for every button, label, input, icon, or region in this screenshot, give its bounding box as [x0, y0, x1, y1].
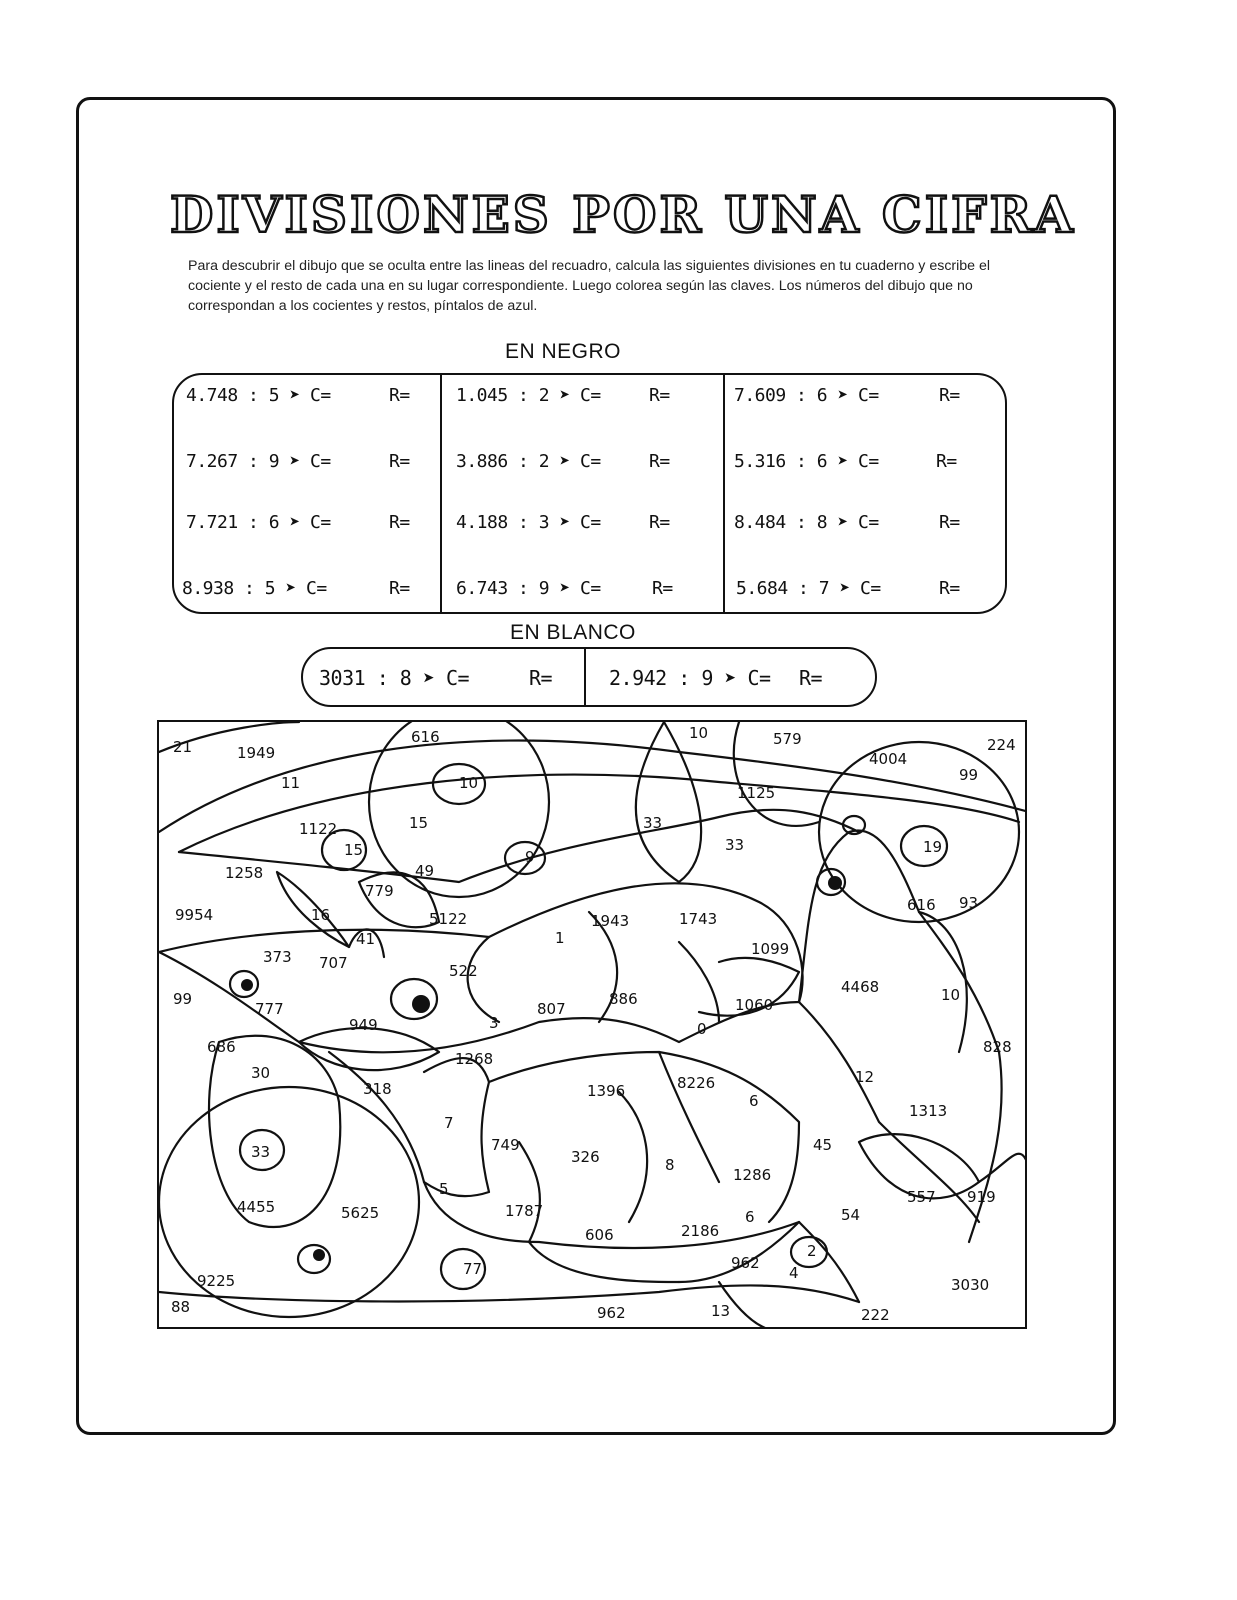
division-problem: 3.886 : 2 ➤ C= R= [456, 451, 670, 472]
puzzle-number: 949 [349, 1016, 378, 1034]
puzzle-number: 886 [609, 990, 638, 1008]
en-negro-heading: EN NEGRO [505, 340, 622, 363]
puzzle-number: 522 [449, 962, 478, 980]
puzzle-number: 33 [643, 814, 663, 832]
puzzle-number: 1943 [591, 912, 630, 930]
puzzle-number: 579 [773, 730, 802, 748]
hidden-picture-puzzle [157, 720, 1027, 1329]
pupil [241, 979, 253, 991]
puzzle-number: 224 [987, 736, 1016, 754]
puzzle-number: 16 [311, 906, 331, 924]
division-problem: 4.748 : 5 ➤ C= R= [186, 385, 410, 406]
division-problem: 4.188 : 3 ➤ C= R= [456, 512, 670, 533]
puzzle-number: 1125 [737, 784, 776, 802]
puzzle-number: 15 [409, 814, 429, 832]
puzzle-number: 4004 [869, 750, 908, 768]
puzzle-number: 749 [491, 1136, 520, 1154]
pupil [313, 1249, 325, 1261]
puzzle-number: 807 [537, 1000, 566, 1018]
column-divider [440, 375, 442, 612]
outline [159, 883, 803, 1002]
puzzle-number: 222 [861, 1306, 890, 1324]
puzzle-number: 1743 [679, 910, 718, 928]
puzzle-number: 1258 [225, 864, 264, 882]
puzzle-number: 41 [356, 930, 376, 948]
puzzle-number: 45 [813, 1136, 833, 1154]
column-divider [723, 375, 725, 612]
page-title: DIVISIONES POR UNA CIFRA [170, 185, 1076, 244]
division-problem: 8.938 : 5 ➤ C= R= [182, 578, 410, 599]
puzzle-number: 962 [597, 1304, 626, 1322]
puzzle-number: 8 [665, 1156, 675, 1174]
puzzle-number: 1787 [505, 1202, 544, 1220]
puzzle-number: 1268 [455, 1050, 494, 1068]
puzzle-number: 373 [263, 948, 292, 966]
puzzle-number: 15 [344, 841, 364, 859]
puzzle-number: 616 [907, 896, 936, 914]
puzzle-number: 7 [444, 1114, 454, 1132]
puzzle-number: 1396 [587, 1082, 626, 1100]
puzzle-number: 557 [907, 1188, 936, 1206]
outline [799, 1002, 979, 1222]
puzzle-number: 919 [967, 1188, 996, 1206]
puzzle-number: 10 [941, 986, 961, 1004]
puzzle-number: 779 [365, 882, 394, 900]
en-blanco-box [301, 647, 877, 707]
division-problem: 7.609 : 6 ➤ C= R= [734, 385, 960, 406]
puzzle-number: 93 [959, 894, 979, 912]
outline [159, 1285, 859, 1302]
puzzle-number: 1286 [733, 1166, 772, 1184]
outline [619, 1092, 647, 1222]
puzzle-number: 54 [841, 1206, 861, 1224]
puzzle-number: 5122 [429, 910, 468, 928]
puzzle-number: 777 [255, 1000, 284, 1018]
puzzle-number: 1122 [299, 820, 338, 838]
puzzle-number: 4468 [841, 978, 880, 996]
puzzle-number: 9 [525, 848, 535, 866]
division-problem: 5.684 : 7 ➤ C= R= [736, 578, 960, 599]
puzzle-number: 5 [439, 1180, 449, 1198]
puzzle-number: 962 [731, 1254, 760, 1272]
puzzle-number: 12 [855, 1068, 875, 1086]
puzzle-number: 77 [463, 1260, 483, 1278]
puzzle-number: 2 [807, 1242, 817, 1260]
division-problem: 2.942 : 9 ➤ C= R= [609, 666, 823, 690]
puzzle-number: 6 [749, 1092, 759, 1110]
puzzle-number: 616 [411, 728, 440, 746]
puzzle-number: 11 [281, 774, 301, 792]
puzzle-number: 49 [415, 862, 435, 880]
pupil [412, 995, 430, 1013]
puzzle-number: 9954 [175, 906, 214, 924]
outline [298, 1245, 330, 1273]
puzzle-number: 1099 [751, 940, 790, 958]
puzzle-number: 33 [725, 836, 745, 854]
column-divider [584, 649, 586, 705]
puzzle-number: 6 [745, 1208, 755, 1226]
outline [424, 1058, 489, 1196]
puzzle-number: 1313 [909, 1102, 948, 1120]
puzzle-number: 21 [173, 738, 193, 756]
puzzle-number-labels [171, 724, 1016, 1324]
division-problem: 7.267 : 9 ➤ C= R= [186, 451, 410, 472]
puzzle-number: 606 [585, 1226, 614, 1244]
outline [329, 1052, 799, 1248]
puzzle-number: 88 [171, 1298, 191, 1316]
puzzle-number: 99 [173, 990, 193, 1008]
puzzle-number: 1949 [237, 744, 276, 762]
puzzle-number: 318 [363, 1080, 392, 1098]
puzzle-number: 8226 [677, 1074, 716, 1092]
division-problem: 1.045 : 2 ➤ C= R= [456, 385, 670, 406]
division-problem: 5.316 : 6 ➤ C= R= [734, 451, 957, 472]
puzzle-number: 1060 [735, 996, 774, 1014]
pupil [828, 876, 842, 890]
division-problem: 3031 : 8 ➤ C= R= [319, 666, 553, 690]
puzzle-number: 0 [697, 1020, 707, 1038]
puzzle-number: 99 [959, 766, 979, 784]
puzzle-number: 2186 [681, 1222, 720, 1240]
division-problem: 8.484 : 8 ➤ C= R= [734, 512, 960, 533]
puzzle-number: 4 [789, 1264, 799, 1282]
puzzle-number: 10 [689, 724, 709, 742]
puzzle-number: 686 [207, 1038, 236, 1056]
puzzle-number: 828 [983, 1038, 1012, 1056]
puzzle-number: 10 [459, 774, 479, 792]
puzzle-number: 5625 [341, 1204, 380, 1222]
en-negro-box [172, 373, 1007, 614]
outline [799, 830, 999, 1052]
outline [979, 1154, 1027, 1182]
instructions-text: Para descubrir el dibujo que se oculta entre las lineas del recuadro, calcula las siguientes divisiones en tu cuaderno y escribe el cociente y el resto de cada una en su lugar correspondiente. Luego colorea según las claves. Los números del dibujo que no correspondan a los cocientes y restos, píntalos de azul. [188, 258, 991, 314]
puzzle-number: 1 [555, 929, 565, 947]
puzzle-number: 3 [489, 1014, 499, 1032]
division-problem: 7.721 : 6 ➤ C= R= [186, 512, 410, 533]
puzzle-number: 30 [251, 1064, 271, 1082]
puzzle-number: 19 [923, 838, 943, 856]
puzzle-number: 326 [571, 1148, 600, 1166]
puzzle-drawing [159, 722, 1027, 1329]
outline [679, 942, 719, 1022]
division-problem: 6.743 : 9 ➤ C= R= [456, 578, 673, 599]
en-blanco-heading: EN BLANCO [510, 621, 636, 644]
outline [919, 912, 967, 1052]
outline [179, 810, 859, 882]
puzzle-number: 9225 [197, 1272, 236, 1290]
puzzle-number: 3030 [951, 1276, 990, 1294]
puzzle-number: 13 [711, 1302, 731, 1320]
puzzle-number: 4455 [237, 1198, 276, 1216]
puzzle-number: 33 [251, 1143, 271, 1161]
outline [636, 722, 701, 882]
puzzle-number: 707 [319, 954, 348, 972]
